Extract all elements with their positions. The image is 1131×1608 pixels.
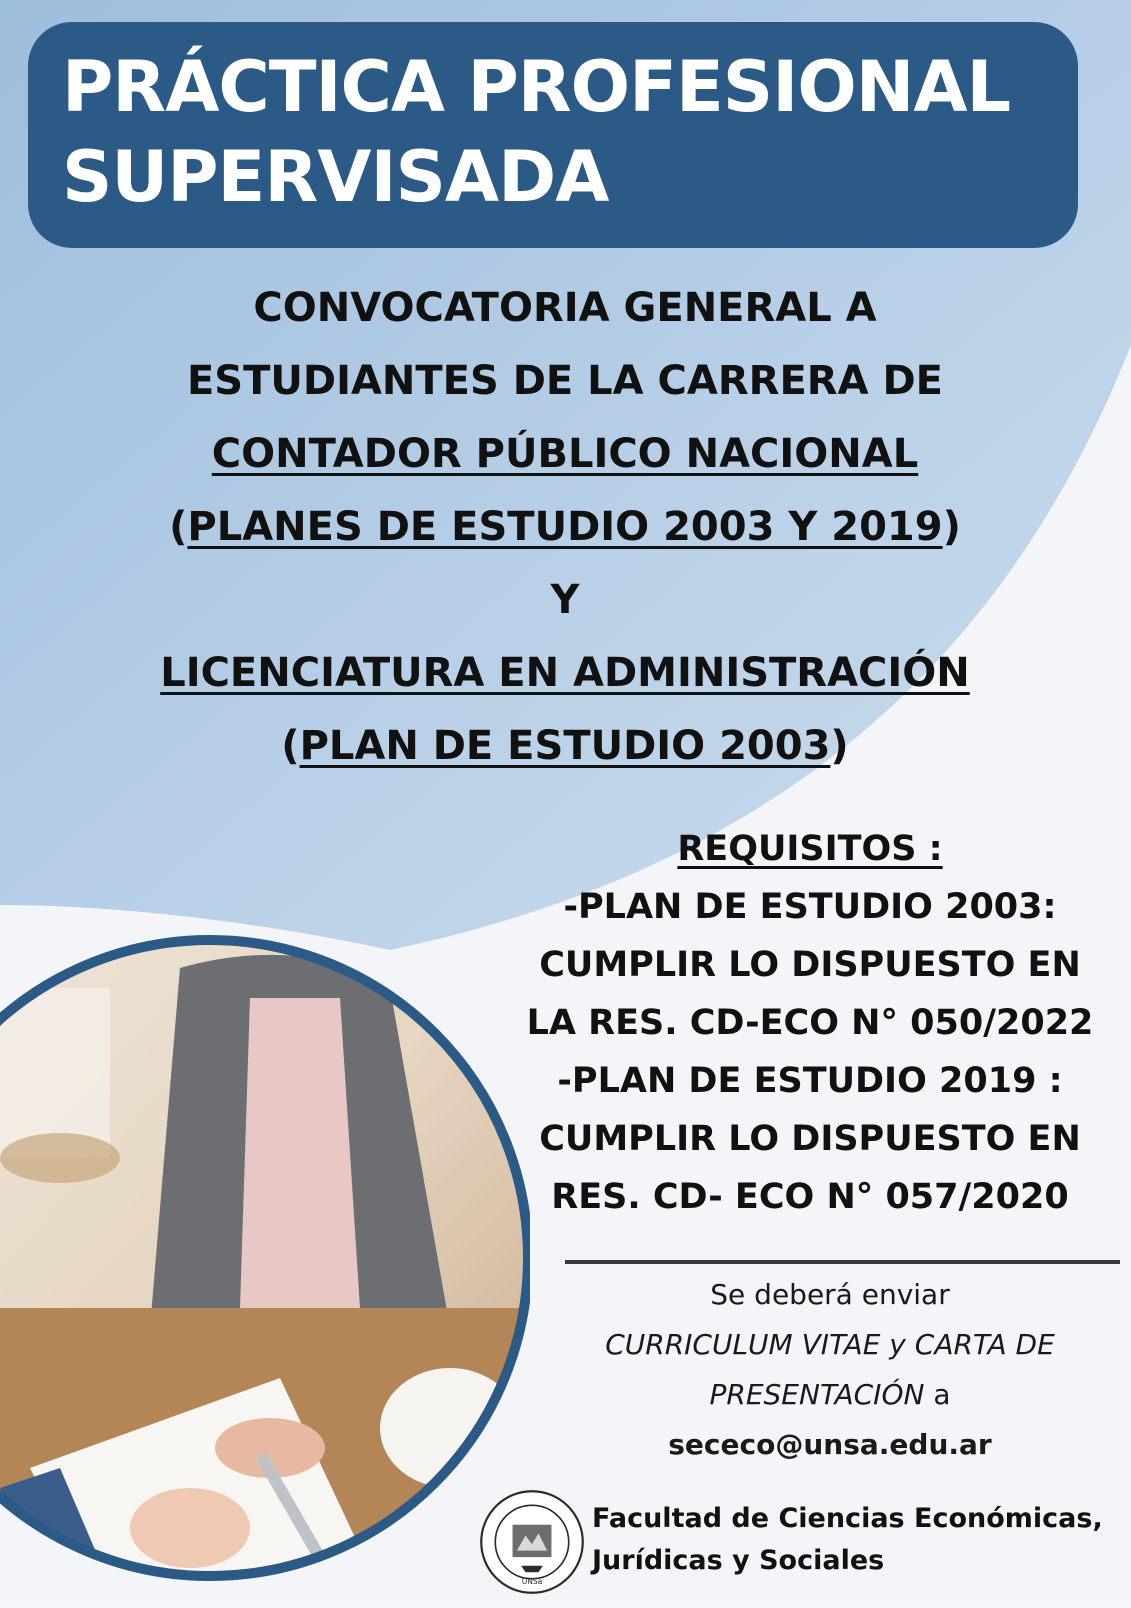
faculty-seal-icon: [478, 1488, 586, 1596]
paren-open: (: [169, 504, 188, 550]
requisitos-line-6: RES. CD- ECO N° 057/2020: [551, 1177, 1069, 1217]
administracion-plan-label: PLAN DE ESTUDIO 2003: [299, 723, 831, 769]
requisitos-heading: REQUISITOS :: [677, 829, 943, 869]
paren-close: ): [942, 504, 961, 550]
person-shirt: [240, 998, 360, 1308]
contador-plans-label: PLANES DE ESTUDIO 2003 Y 2019: [187, 504, 943, 550]
contador-plans: [40, 491, 1090, 564]
envio-line-1: Se deberá enviar: [710, 1278, 950, 1311]
convocatoria-line-2: ESTUDIANTES DE LA CARRERA DE: [186, 358, 944, 404]
page-title: [62, 42, 1010, 222]
convocatoria-text: [40, 272, 1090, 783]
conjunction-y: Y: [550, 577, 580, 623]
requisitos-line-5: CUMPLIR LO DISPUESTO EN: [539, 1119, 1081, 1159]
office-photo: [0, 908, 530, 1608]
section-divider: [565, 1260, 1120, 1264]
career-contador: CONTADOR PÚBLICO NACIONAL: [211, 431, 919, 477]
envio-presentacion: PRESENTACIÓN: [709, 1378, 925, 1411]
title-line-1: PRÁCTICA PROFESIONAL: [62, 46, 1011, 128]
career-administracion: LICENCIATURA EN ADMINISTRACIÓN: [160, 650, 970, 696]
contact-email[interactable]: sececo@unsa.edu.ar: [668, 1428, 992, 1461]
title-line-2: SUPERVISADA: [62, 136, 609, 218]
requisitos-line-3: LA RES. CD-ECO N° 050/2022: [526, 1003, 1094, 1043]
requisitos-line-1: -PLAN DE ESTUDIO 2003:: [563, 887, 1057, 927]
requisitos-section: [505, 820, 1115, 1226]
administracion-plan: [40, 710, 1090, 783]
paren-close: ): [830, 723, 849, 769]
convocatoria-line-1: CONVOCATORIA GENERAL A: [253, 285, 877, 331]
requisitos-line-2: CUMPLIR LO DISPUESTO EN: [539, 945, 1081, 985]
envio-line-3: [560, 1370, 1100, 1420]
faculty-name: [592, 1498, 1103, 1582]
envio-a: a: [924, 1378, 951, 1411]
faculty-line-2: Jurídicas y Sociales: [592, 1545, 885, 1576]
envio-instructions: [560, 1270, 1100, 1470]
requisitos-line-4: -PLAN DE ESTUDIO 2019 :: [557, 1061, 1063, 1101]
envio-line-2: CURRICULUM VITAE y CARTA DE: [605, 1328, 1055, 1361]
faculty-line-1: Facultad de Ciencias Económicas,: [592, 1503, 1103, 1534]
svg-text:UNSa: UNSa: [521, 1577, 543, 1587]
paren-open: (: [281, 723, 300, 769]
